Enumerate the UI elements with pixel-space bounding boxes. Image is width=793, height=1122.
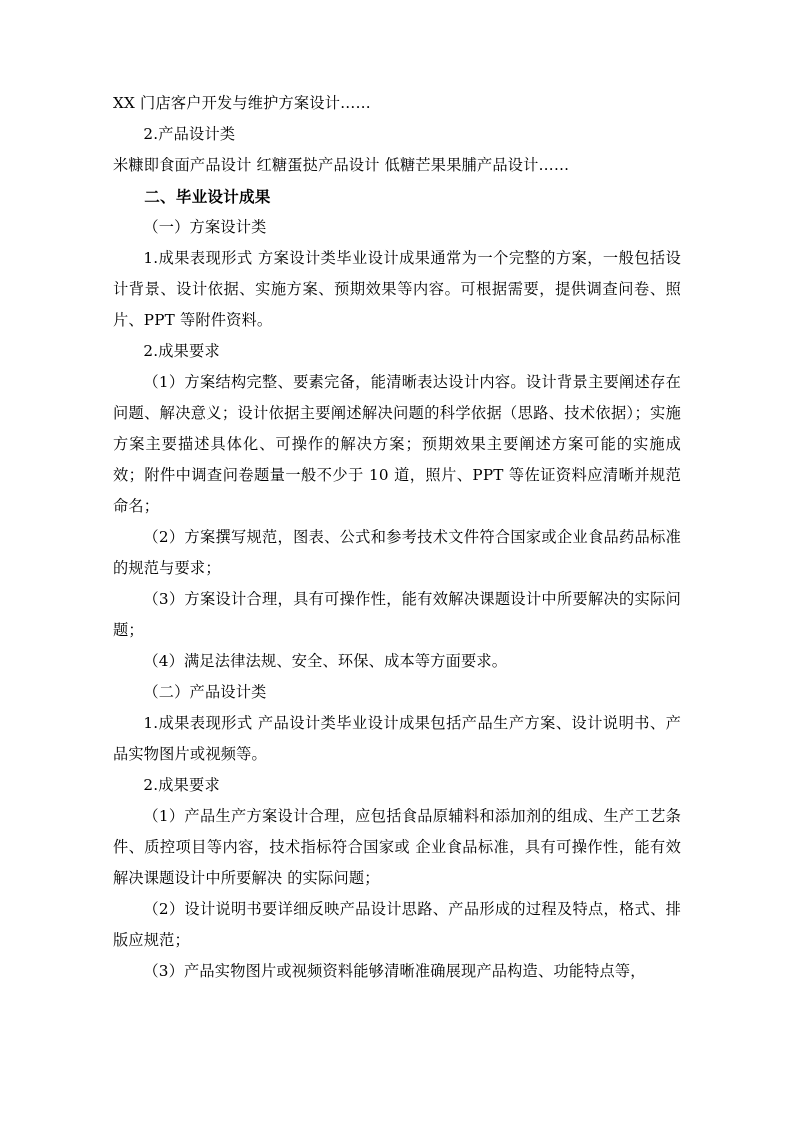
paragraph: 2.产品设计类 xyxy=(143,125,236,143)
document-body xyxy=(113,88,681,987)
paragraph: （二）产品设计类 xyxy=(143,683,267,701)
paragraph: （一）方案设计类 xyxy=(143,218,267,236)
paragraph: （2）设计说明书要详细反映产品设计思路、产品形成的过程及特点，格式、排版应规范； xyxy=(113,900,681,949)
paragraph: 1.成果表现形式 产品设计类毕业设计成果包括产品生产方案、设计说明书、产品实物图片或视频等。 xyxy=(113,714,681,763)
paragraph: 2.成果要求 xyxy=(143,776,220,794)
section-heading: 二、毕业设计成果 xyxy=(144,187,271,206)
paragraph: （1）方案结构完整、要素完备，能清晰表达设计内容。设计背景主要阐述存在问题、解决意义；设计依据主要阐述解决问题的科学依据（思路、技术依据）；实施方案主要描述具体化、可操作的解决方案；预期效果主要阐述方案可能的实施成效；附件中调查问卷题量一般不少于 10 道，照片、PPT 等佐证资料应清晰并规范命名； xyxy=(113,373,681,515)
paragraph: （2）方案撰写规范，图表、公式和参考技术文件符合国家或企业食品药品标准的规范与要求； xyxy=(113,528,681,577)
paragraph: 2.成果要求 xyxy=(143,342,220,360)
paragraph: （3）方案设计合理，具有可操作性，能有效解决课题设计中所要解决的实际问题； xyxy=(113,590,681,639)
paragraph: 米糠即食面产品设计 红糖蛋挞产品设计 低糖芒果果脯产品设计…… xyxy=(113,156,570,174)
paragraph: （3）产品实物图片或视频资料能够清晰准确展现产品构造、功能特点等， xyxy=(143,962,646,980)
paragraph: 1.成果表现形式 方案设计类毕业设计成果通常为一个完整的方案，一般包括设计背景、设计依据、实施方案、预期效果等内容。可根据需要，提供调查问卷、照片、PPT 等附件资料。 xyxy=(113,249,681,329)
paragraph: XX 门店客户开发与维护方案设计…… xyxy=(113,94,371,112)
paragraph: （4）满足法律法规、安全、环保、成本等方面要求。 xyxy=(143,652,508,670)
paragraph: （1）产品生产方案设计合理，应包括食品原辅料和添加剂的组成、生产工艺条件、质控项目等内容，技术指标符合国家或 企业食品标准，具有可操作性，能有效解决课题设计中所要解决 的实际问题； xyxy=(113,807,681,887)
